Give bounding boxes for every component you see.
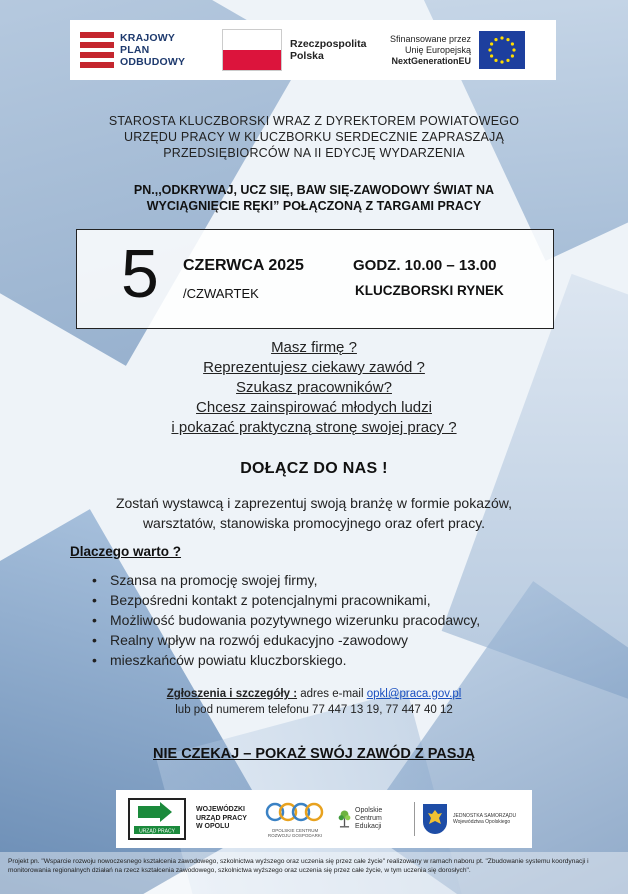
kpo-line1: KRAJOWY bbox=[120, 32, 176, 44]
join-desc-line1: Zostań wystawcą i zaprezentuj swoją branżę w formie pokazów, bbox=[115, 495, 513, 511]
list-item: • Szansa na promocję swojej firmy, bbox=[86, 570, 586, 590]
event-month: CZERWCA 2025 bbox=[183, 257, 304, 274]
contact-label: Zgłoszenia i szczegóły : bbox=[166, 688, 298, 700]
wup-badge-text: URZĄD PRACY bbox=[139, 828, 175, 835]
question-5: i pokazać praktyczną stronę swojej pracy ? bbox=[171, 419, 457, 436]
intro-text bbox=[40, 113, 588, 161]
ocrg-name: OPOLSKIE CENTRUM ROZWOJU GOSPODARKI bbox=[267, 827, 323, 838]
oce-name: Opolskie Centrum Edukacji bbox=[355, 807, 383, 830]
eagle-shield-icon bbox=[423, 804, 447, 834]
join-description bbox=[60, 493, 568, 533]
event-title-line1: PN.,,ODKRYWAJ, UCZ SIĘ, BAW SIĘ-ZAWODOWY ŚWIAT NA bbox=[133, 183, 495, 197]
oce-logo bbox=[338, 804, 410, 834]
contact-info bbox=[40, 686, 588, 718]
rp-line2: Polska bbox=[290, 50, 324, 62]
partner-logos bbox=[116, 790, 532, 848]
intro-line3: PRZEDSIĘBIORCÓW NA II EDYCJĘ WYDARZENIA bbox=[163, 146, 465, 160]
kpo-mark-icon bbox=[80, 30, 114, 70]
rp-line1: Rzeczpospolita bbox=[290, 38, 367, 50]
questions bbox=[40, 338, 588, 438]
list-item: • Możliwość budowania pozytywnego wizerunku pracodawcy, bbox=[86, 610, 586, 630]
funding-logos bbox=[70, 20, 556, 80]
polish-flag-icon bbox=[222, 29, 282, 71]
date-box bbox=[76, 229, 554, 329]
kpo-line3: ODBUDOWY bbox=[120, 56, 186, 68]
email-link[interactable]: opkl@praca.gov.pl bbox=[366, 688, 462, 700]
contact-text: adres e-mail bbox=[297, 688, 367, 700]
event-place: KLUCZBORSKI RYNEK bbox=[355, 283, 504, 298]
event-hours: GODZ. 10.00 – 13.00 bbox=[353, 257, 497, 274]
wup-logo-icon bbox=[128, 798, 186, 840]
question-1: Masz firmę ? bbox=[271, 339, 357, 356]
eu-logo bbox=[390, 31, 525, 69]
oce-tree-icon bbox=[338, 804, 351, 834]
samorzad-name: JEDNOSTKA SAMORZĄDU Województwa Opolskiego bbox=[453, 813, 517, 825]
benefits-list bbox=[86, 570, 586, 670]
samorzad-logo bbox=[423, 804, 523, 834]
why-heading: Dlaczego warto ? bbox=[70, 544, 182, 559]
slogan: NIE CZEKAJ – POKAŻ SWÓJ ZAWÓD Z PASJĄ bbox=[153, 746, 475, 762]
question-4: Chcesz zainspirować młodych ludzi bbox=[196, 399, 432, 416]
contact-phone: lub pod numerem telefonu 77 447 13 19, 77 447 40 12 bbox=[175, 704, 453, 716]
intro-line1: STAROSTA KLUCZBORSKI WRAZ Z DYREKTOREM POWIATOWEGO bbox=[108, 114, 520, 128]
eu-line2: Unię Europejską bbox=[405, 44, 472, 55]
footer bbox=[0, 852, 628, 894]
eu-line1: Sfinansowane przez bbox=[390, 33, 472, 44]
list-item-continuation: • mieszkańców powiatu kluczborskiego. bbox=[86, 650, 586, 670]
event-title-line2: WYCIĄGNIĘCIE RĘKI” POŁĄCZONĄ Z TARGAMI PRACY bbox=[146, 199, 482, 213]
rp-logo bbox=[222, 29, 382, 71]
ocrg-logo bbox=[260, 801, 330, 838]
join-desc-line2: warsztatów, stanowiska promocyjnego oraz ofert pracy. bbox=[142, 515, 486, 531]
join-heading: DOŁĄCZ DO NAS ! bbox=[240, 460, 388, 477]
eu-line3: NextGenerationEU bbox=[391, 55, 472, 66]
eu-flag-icon bbox=[479, 31, 525, 69]
kpo-logo bbox=[80, 30, 210, 70]
list-item: • Realny wpływ na rozwój edukacyjno -zawodowy bbox=[86, 630, 586, 650]
event-weekday: /CZWARTEK bbox=[183, 286, 259, 301]
ocrg-rings-icon bbox=[265, 801, 325, 823]
list-item: • Bezpośredni kontakt z potencjalnymi pracownikami, bbox=[86, 590, 586, 610]
intro-line2: URZĘDU PRACY W KLUCZBORKU SERDECZNIE ZAPRASZAJĄ bbox=[123, 130, 505, 144]
event-day: 5 bbox=[121, 236, 159, 312]
kpo-line2: PLAN bbox=[120, 44, 150, 56]
question-2: Reprezentujesz ciekawy zawód ? bbox=[203, 359, 425, 376]
divider bbox=[414, 802, 415, 836]
wup-name: WOJEWÓDZKI URZĄD PRACY W OPOLU bbox=[196, 806, 247, 831]
footer-text: Projekt pn. "Wsparcie rozwoju nowoczesnego kształcenia zawodowego, szkolnictwa wyższego oraz uczenia się przez całe życie" realizowany w ramach naboru pt. "Zbudowanie systemu koordynacji i monitorowania regionalnych działań na rzecz kształcenia zawodowego, szkolnictwa wyższego oraz uczenia się przez całe życie, w tym uczenia się dorosłych". bbox=[8, 858, 589, 874]
event-title bbox=[40, 182, 588, 214]
question-3: Szukasz pracowników? bbox=[236, 379, 392, 396]
